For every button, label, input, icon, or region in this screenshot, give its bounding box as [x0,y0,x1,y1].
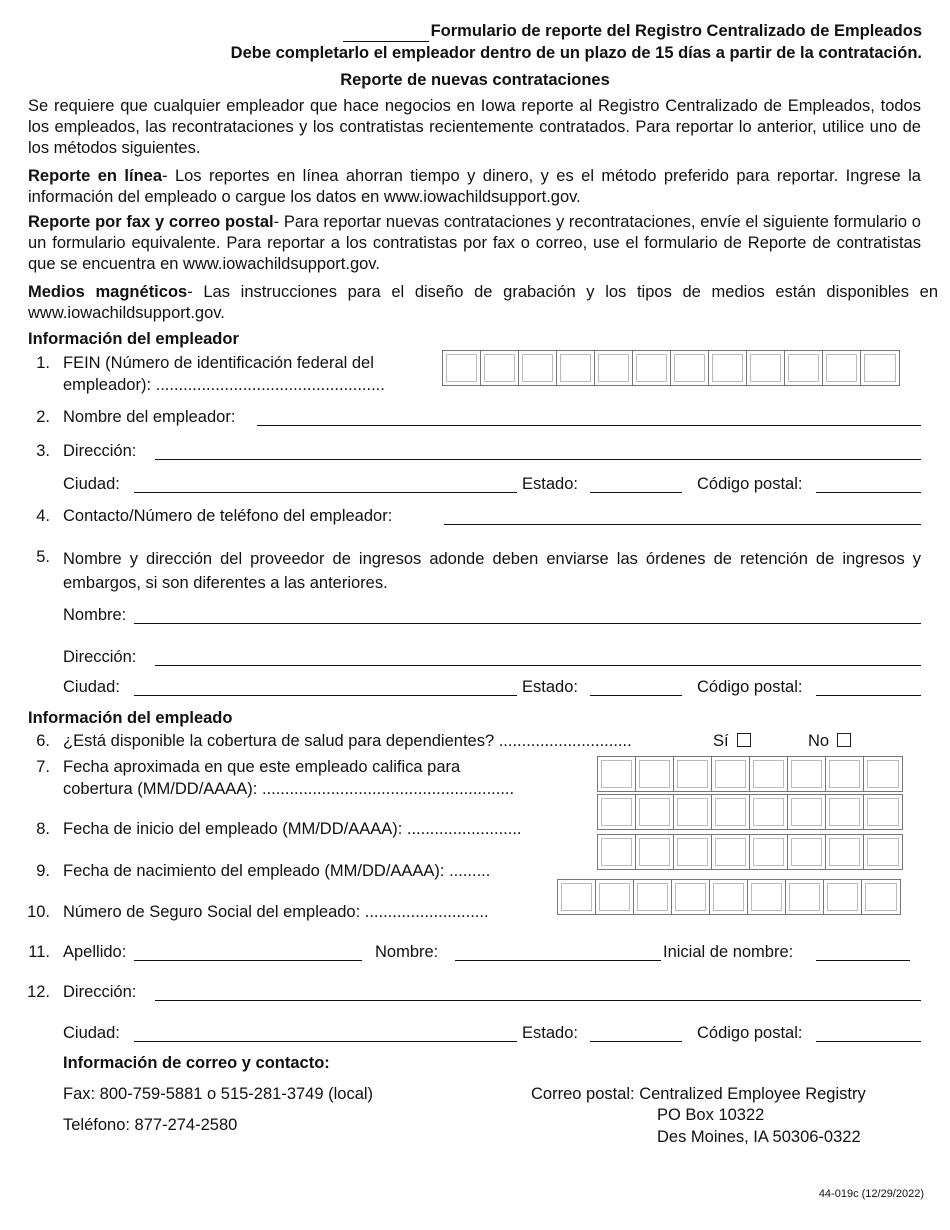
employee-state-field[interactable] [590,1041,682,1042]
q7-number: 7. [36,758,50,776]
birth-date-boxes[interactable] [597,834,903,870]
q11-number: 11. [28,943,50,961]
start-date-boxes[interactable] [597,794,903,830]
income-provider-address-field[interactable] [155,665,921,666]
contact-heading: Información de correo y contacto: [63,1054,330,1072]
fein-boxes[interactable] [442,350,900,386]
income-provider-zip-field[interactable] [816,695,921,696]
middle-initial-field[interactable] [816,960,910,961]
q5-number: 5. [36,548,50,566]
employee-zip-field[interactable] [816,1041,921,1042]
yes-checkbox[interactable] [737,733,751,747]
employer-contact-label: Contacto/Número de teléfono del empleador: [63,507,393,525]
q10-number: 10. [27,903,50,921]
last-name-label: Apellido: [63,943,127,961]
employee-state-label: Estado: [522,1024,578,1042]
employer-state-label: Estado: [522,475,578,493]
employer-city-label: Ciudad: [63,475,120,493]
q3-number: 3. [36,442,50,460]
mail-address-line3: Des Moines, IA 50306-0322 [657,1128,861,1146]
health-coverage-yes[interactable]: Sí [713,732,751,752]
employer-zip-label: Código postal: [697,475,803,493]
employee-city-label: Ciudad: [63,1024,120,1042]
fein-label: FEIN (Número de identificación federal del [63,354,374,372]
birth-date-label: Fecha de nacimiento del empleado (MM/DD/AAAA): ......... [63,862,491,880]
employee-section-heading: Información del empleado [28,709,233,727]
income-provider-city-field[interactable] [134,695,517,696]
first-name-label: Nombre: [375,943,439,961]
income-provider-name-label: Nombre: [63,606,127,624]
no-checkbox[interactable] [837,733,851,747]
employee-address-label: Dirección: [63,983,137,1001]
fax-report-paragraph: Reporte por fax y correo postal- Para reportar nuevas contrataciones y recontrataciones, envíe el siguiente formulario o un formulario equivalente. Para reportar a los contratistas por fax o correo, use el formulario de Reporte de contratistas que se encuentra en www.iowachildsupport.gov. [28,213,921,273]
coverage-date-label: Fecha aproximada en que este empleado califica para [63,758,461,776]
q1-number: 1. [36,354,50,372]
employer-address-field[interactable] [155,459,921,460]
q9-number: 9. [36,862,50,880]
magnetic-media-paragraph: Medios magnéticos- Las instrucciones para el diseño de grabación y los tipos de medios están disponibles en www.iowachildsupport.gov. [28,283,938,322]
ssn-boxes[interactable] [557,879,901,915]
employer-contact-field[interactable] [444,524,921,525]
income-provider-name-field[interactable] [134,623,921,624]
mail-address-line1: Correo postal: Centralized Employee Registry [531,1085,866,1103]
income-provider-state-field[interactable] [590,695,682,696]
middle-initial-label: Inicial de nombre: [663,943,794,961]
q2-number: 2. [36,408,50,426]
employer-state-field[interactable] [590,492,682,493]
start-date-label: Fecha de inicio del empleado (MM/DD/AAAA): ......................... [63,820,522,838]
contact-fax: Fax: 800-759-5881 o 515-281-3749 (local) [63,1085,374,1103]
coverage-date-label-cont: cobertura (MM/DD/AAAA): ....................................................... [63,780,515,798]
employee-zip-label: Código postal: [697,1024,803,1042]
employer-name-field[interactable] [257,425,921,426]
fein-label-cont: empleador): .................................................. [63,376,385,394]
ssn-label: Número de Seguro Social del empleado: ........................... [63,903,489,921]
contact-phone: Teléfono: 877-274-2580 [63,1116,238,1134]
q6-number: 6. [36,732,50,750]
income-provider-city-label: Ciudad: [63,678,120,696]
employee-address-field[interactable] [155,1000,921,1001]
q12-number: 12. [27,983,50,1001]
online-report-paragraph: Reporte en línea- Los reportes en línea ahorran tiempo y dinero, y es el método preferido para reportar. Ingrese la información del empleado o cargue los datos en www.iowachildsupport.gov. [28,167,921,206]
form-id: 44-019c (12/29/2022) [818,1188,924,1200]
mail-address-line2: PO Box 10322 [657,1106,765,1124]
employer-city-field[interactable] [134,492,517,493]
employer-zip-field[interactable] [816,492,921,493]
income-provider-state-label: Estado: [522,678,578,696]
employer-address-label: Dirección: [63,442,137,460]
first-name-field[interactable] [455,960,661,961]
last-name-field[interactable] [134,960,362,961]
health-coverage-no[interactable]: No [808,732,851,752]
income-provider-address-label: Dirección: [63,648,137,666]
income-provider-question: Nombre y dirección del proveedor de ingresos adonde deben enviarse las órdenes de retención de ingresos y embargos, si son diferentes a las anteriores. [63,550,921,592]
employee-city-field[interactable] [134,1041,517,1042]
section-title: Reporte de nuevas contrataciones [340,71,610,89]
income-provider-zip-label: Código postal: [697,678,803,696]
form-title: Formulario de reporte del Registro Centralizado de Empleados [343,22,922,42]
employer-section-heading: Información del empleador [28,330,239,348]
intro-paragraph: Se requiere que cualquier empleador que hace negocios en Iowa reporte al Registro Centralizado de Empleados, todos los empleados, las recontrataciones y los contratistas recientemente contratados. Para reportar lo anterior, utilice uno de los métodos siguientes. [28,97,921,157]
q4-number: 4. [36,507,50,525]
q8-number: 8. [36,820,50,838]
health-coverage-question: ¿Está disponible la cobertura de salud para dependientes? ............................. [63,732,632,750]
employer-name-label: Nombre del empleador: [63,408,236,426]
coverage-date-boxes[interactable] [597,756,903,792]
form-subtitle: Debe completarlo el empleador dentro de un plazo de 15 días a partir de la contratación. [230,44,922,62]
